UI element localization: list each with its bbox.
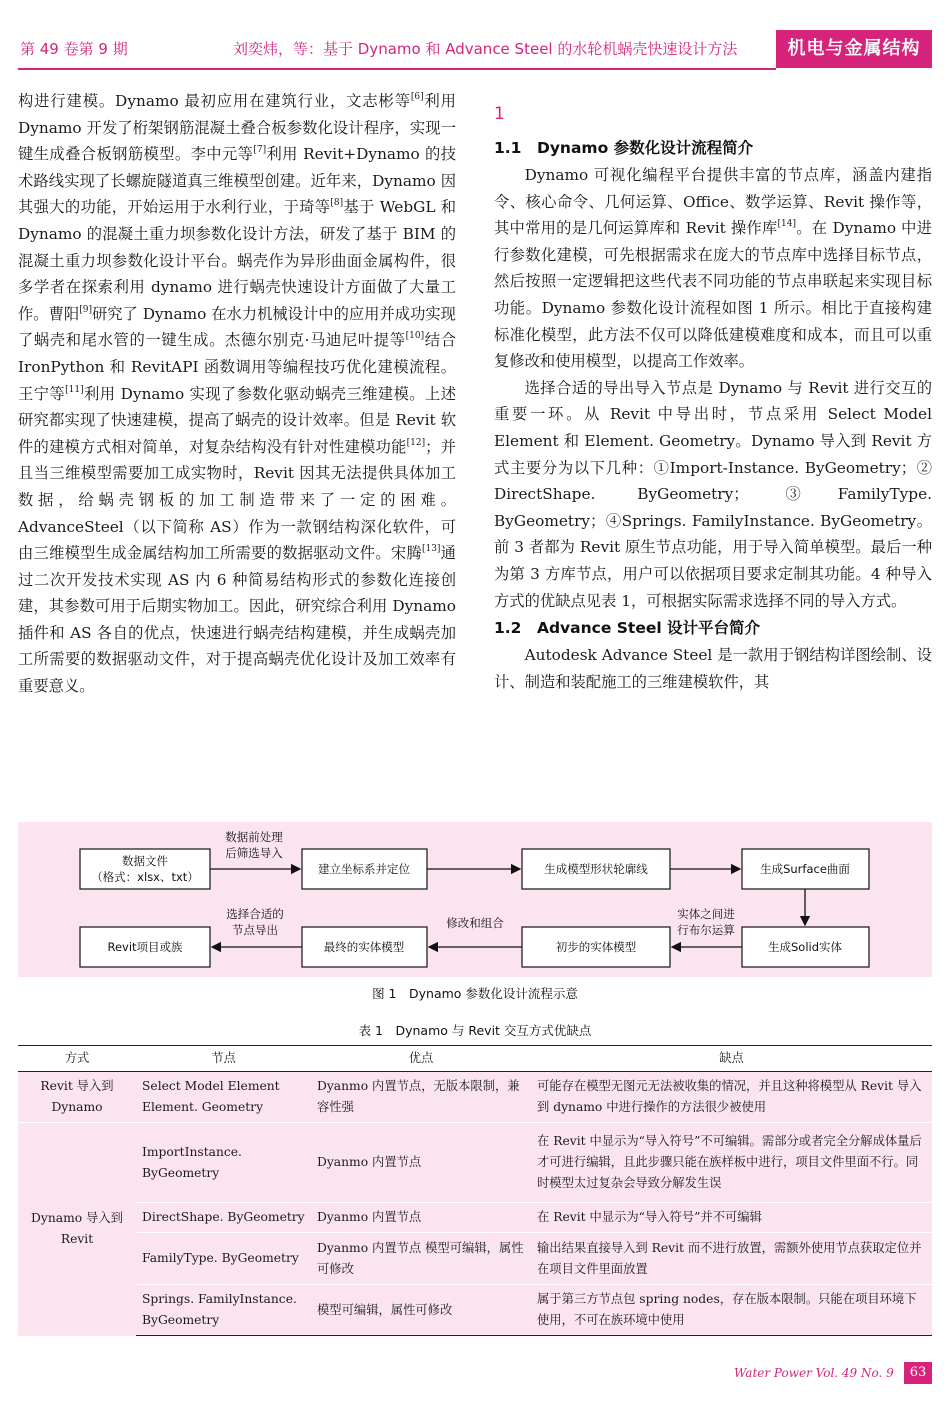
text-run: 构进行建模。Dynamo 最初应用在建筑行业，文志彬等: [18, 92, 411, 110]
figure-caption: 图 1 Dynamo 参数化设计流程示意: [372, 986, 578, 1001]
cell-pro: Dyanmo 内置节点: [311, 1123, 531, 1203]
citation-ref: [10]: [405, 331, 425, 342]
header-volume: 第 49 卷第 9 期: [20, 40, 128, 58]
right-paragraph: [494, 162, 932, 375]
column-header: 节点: [136, 1046, 311, 1072]
table-header-row: [18, 1046, 932, 1072]
edge-label: 选择合适的: [226, 907, 284, 921]
figure-1-flowchart: [18, 822, 932, 977]
text-run: 结合 IronPython 和 RevitAPI 函数调用等编程技巧优化建模流程。王宁等: [18, 331, 456, 403]
left-column: [18, 88, 456, 700]
edge-label: 数据前处理: [225, 830, 283, 844]
citation-ref: [7]: [253, 145, 267, 156]
cell-way: Dynamo 导入到 Revit: [18, 1123, 136, 1336]
box-text: 初步的实体模型: [555, 940, 637, 954]
running-header: [18, 30, 932, 70]
edge-label: 实体之间进: [677, 907, 735, 921]
cell-con: 输出结果直接导入到 Revit 而不进行放置，需额外使用节点获取定位并在项目文件里面放置: [531, 1233, 932, 1285]
cell-node: FamilyType. ByGeometry: [136, 1233, 311, 1285]
edge-label: 修改和组合: [446, 916, 504, 930]
text-run: 。在 Dynamo 中进行参数化建模，可先根据需求在庞大的节点库中选择目标节点，然后按照一定逻辑把这些代表不同功能的节点串联起来实现目标功能。Dynamo 参数化设计流程如图 1 所示。相比于直接构建标准化模型，此方法不仅可以降低建模难度和成本，而且可以重复修改和使用模型，以提高工作效率。: [494, 219, 932, 371]
footer-journal: Water Power Vol. 49 No. 9: [734, 1366, 894, 1380]
subsection-title-1-1: 1.1 Dynamo 参数化设计流程简介: [494, 139, 754, 157]
left-paragraph: [18, 88, 456, 700]
cell-node: Springs. FamilyInstance. ByGeometry: [136, 1285, 311, 1336]
right-column: [494, 100, 932, 695]
text-run: 利用 Revit+Dynamo 的技术路线实现了长螺旋隧道真三维模型创建。近年来，Dynamo 因其强大的功能，开始运用于水利行业，于琦等: [18, 145, 456, 217]
text-run: 研究了 Dynamo 在水力机械设计中的应用并成功实现了蜗壳和尾水管的一键生成。杰德尔别克·马迪尼叶提等: [18, 304, 456, 350]
cell-pro: 模型可编辑，属性可修改: [311, 1285, 531, 1336]
box-text: Revit项目或族: [107, 940, 183, 954]
cell-node: ImportInstance. ByGeometry: [136, 1123, 311, 1203]
citation-ref: [9]: [79, 304, 92, 315]
cell-con: 属于第三方节点包 spring nodes，存在版本限制。只能在项目环境下使用，不可在族环境中使用: [531, 1285, 932, 1336]
box-text: 最终的实体模型: [323, 940, 405, 954]
table-row: [18, 1203, 932, 1233]
edge-label: 节点导出: [232, 923, 278, 937]
citation-ref: [13]: [421, 544, 441, 555]
right-paragraph: 选择合适的导出导入节点是 Dynamo 与 Revit 进行交互的重要一环。从 Revit 中导出时，节点采用 Select Model Element 和 Element. Geometry。Dynamo 导入到 Revit 方式主要分为以下几种：①Import-Instance. ByGeometry；② DirectShape. ByGeometry；③FamilyType. ByGeometry；④Springs. FamilyInstance. ByGeometry。前 3 者都为 Revit 原生节点功能，用于导入简单模型。最后一种为第 3 方库节点，用户可以依据项目要求定制其功能。4 种导入方式的优缺点见表 1，可根据实际需求选择不同的导入方式。: [494, 378, 932, 610]
citation-ref: [8]: [330, 198, 344, 209]
edge-label: 后筛选导入: [225, 846, 283, 860]
header-title: 刘奕炜，等：基于 Dynamo 和 Advance Steel 的水轮机蜗壳快速设计方法: [233, 40, 738, 58]
right-paragraph: Autodesk Advance Steel 是一款用于钢结构详图绘制、设计、制造和装配施工的三维建模软件，其: [494, 646, 932, 691]
cell-con: 在 Revit 中显示为“导入符号”不可编辑。需部分或者完全分解成体量后才可进行编辑，且此步骤只能在族样板中进行，项目文件里面不行。同时模型太过复杂会导致分解发生误: [531, 1123, 932, 1203]
flowchart-svg: [18, 822, 932, 977]
cell-pro: Dyanmo 内置节点 模型可编辑，属性可修改: [311, 1233, 531, 1285]
cell-node: DirectShape. ByGeometry: [136, 1203, 311, 1233]
column-header: 方式: [18, 1046, 136, 1072]
text-run: Dynamo 可视化编程平台提供丰富的节点库，涵盖内建指令、核心命令、几何运算、Office、数学运算、Revit 操作等，其中常用的是几何运算库和 Revit 操作库: [494, 166, 932, 238]
edge-label: 行布尔运算: [677, 923, 735, 937]
table-row: [18, 1123, 932, 1203]
cell-pro: Dyanmo 内置节点，无版本限制，兼容性强: [311, 1072, 531, 1123]
column-header: 优点: [311, 1046, 531, 1072]
table-1: [18, 1045, 932, 1336]
citation-ref: [6]: [410, 92, 424, 102]
cell-con: 在 Revit 中显示为“导入符号”并不可编辑: [531, 1203, 932, 1233]
cell-con: 可能存在模型无图元无法被收集的情况，并且这种将模型从 Revit 导入到 dynamo 中进行操作的方法很少被使用: [531, 1072, 932, 1123]
text-run: 基于 WebGL 和 Dynamo 的混凝土重力坝参数化设计方法，研发了基于 BIM 的混凝土重力坝参数化设计平台。蜗壳作为异形曲面金属构件，很多学者在探索利用 dynamo 进行蜗壳快速设计方面做了大量工作。曹阳: [18, 198, 456, 323]
page-number: 63: [904, 1362, 932, 1384]
section-number: 1: [494, 104, 505, 124]
table-row: [18, 1233, 932, 1285]
citation-ref: [14]: [777, 219, 797, 230]
box-text: （格式：xlsx、txt）: [91, 870, 199, 884]
table-row: [18, 1285, 932, 1336]
cell-way: Revit 导入到 Dynamo: [18, 1072, 136, 1123]
box-text: 建立坐标系并定位: [318, 862, 410, 876]
cell-pro: Dyanmo 内置节点: [311, 1203, 531, 1233]
citation-ref: [12]: [406, 437, 426, 448]
header-rule: [18, 68, 776, 70]
cell-node: Select Model Element Element. Geometry: [136, 1072, 311, 1123]
subsection-title-1-2: 1.2 Advance Steel 设计平台简介: [494, 619, 761, 638]
box-text: 数据文件: [122, 854, 168, 868]
text-run: 利用 Dynamo 开发了桁架钢筋混凝土叠合板参数化设计程序，实现一键生成叠合板钢筋模型。李中元等: [18, 92, 456, 164]
text-run: 利用 Dynamo 实现了参数化驱动蜗壳三维建模。上述研究都实现了快速建模，提高了蜗壳的设计效率。但是 Revit 软件的建模方式相对简单，对复杂结构没有针对性建模功能: [18, 384, 456, 456]
citation-ref: [11]: [65, 384, 84, 395]
header-brand: 机电与金属结构: [776, 30, 932, 68]
box-text: 生成Solid实体: [767, 940, 843, 954]
box-text: 生成Surface曲面: [760, 862, 850, 876]
table-row: [18, 1072, 932, 1123]
text-run: ；并且当三维模型需要加工成实物时，Revit 因其无法提供具体加工数据，给蜗壳钢板的加工制造带来了一定的困难。AdvanceSteel（以下简称 AS）作为一款钢结构深化软件，可由三维模型生成金属结构加工所需要的数据驱动文件。宋腾: [18, 437, 456, 563]
table-caption: 表 1 Dynamo 与 Revit 交互方式优缺点: [358, 1023, 592, 1038]
text-run: 通过二次开发技术实现 AS 内 6 种简易结构形式的参数化连接创建，其参数可用于后期实物加工。因此，研究综合利用 Dynamo 插件和 AS 各自的优点，快速进行蜗壳结构建模，并生成蜗壳加工所需要的数据驱动文件，对于提高蜗壳优化设计及加工效率有重要意义。: [18, 544, 456, 696]
column-header: 缺点: [531, 1046, 932, 1072]
box-text: 生成模型形状轮廓线: [544, 862, 648, 876]
